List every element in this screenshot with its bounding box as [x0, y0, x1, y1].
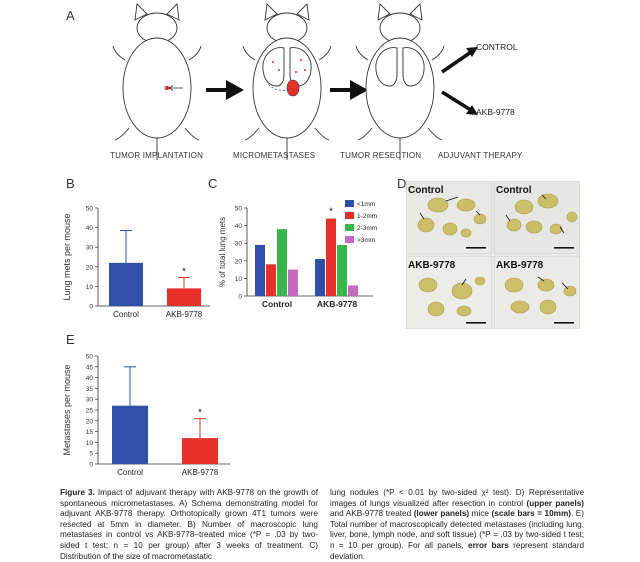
y-tick-label: 25	[85, 407, 93, 415]
legend-swatch	[345, 236, 354, 243]
arrow-right-icon	[330, 80, 368, 100]
significance-star: *	[329, 206, 333, 218]
legend-swatch	[345, 224, 354, 231]
bar	[288, 270, 298, 296]
y-tick-label: 40	[234, 223, 242, 231]
legend-label: 1-2mm	[357, 213, 378, 220]
caption-fragment: Figure 3.	[60, 488, 95, 497]
caption-fragment: Impact of adjuvant therapy with AKB-9778 on the growth of spontaneous micrometastases. A) Schema demonstrating model for adjuvant AKB-9778 therapy. Orthotopically grown 4T1 tumors were resected at 5mm in diameter. B) Number of macroscopic lung metastases in control vs AKB-9778–treated mice (*P = .03 by two-sided t test; n = 10 per group) after 3 weeks of treatment. C) Distribution of the size of macrometastatic	[60, 488, 319, 561]
panel-a-label: A	[66, 8, 75, 23]
bar	[167, 288, 201, 306]
y-tick-label: 15	[85, 429, 93, 437]
branch-control-label: CONTROL	[476, 42, 518, 52]
significance-star: *	[182, 266, 186, 278]
y-tick-label: 45	[85, 364, 93, 372]
bar	[255, 245, 265, 296]
panel-d-label: D	[397, 176, 407, 191]
step-label: TUMOR RESECTION	[340, 151, 422, 160]
bar	[266, 264, 276, 296]
y-tick-label: 20	[85, 264, 93, 272]
panel-a-schema	[0, 0, 640, 172]
photo-label: AKB-9778	[408, 260, 456, 271]
arrow-right-icon	[206, 80, 244, 100]
bar	[182, 438, 218, 464]
y-tick-label: 30	[234, 240, 242, 248]
caption-fragment: (lower panels)	[413, 509, 470, 519]
legend-label: 2-3mm	[357, 225, 378, 232]
photo-label: AKB-9778	[496, 260, 544, 271]
arrow-down-right-icon	[442, 92, 474, 112]
panel-e-label: E	[66, 332, 75, 347]
x-tick-label: Control	[261, 299, 293, 309]
y-tick-label: 40	[85, 225, 93, 233]
y-tick-label: 0	[89, 303, 93, 311]
significance-star: *	[198, 407, 202, 419]
bar	[112, 406, 148, 464]
arrow-up-right-icon	[442, 50, 474, 72]
bar	[326, 219, 336, 296]
caption-fragment: lung nodules (*P < 0.01 by two-sided χ² test). D) Representative images of lungs visualized after resection in control	[330, 488, 584, 508]
caption-fragment: (scale bars = 10mm)	[491, 509, 571, 519]
y-tick-label: 50	[85, 205, 93, 213]
step-label: MICROMETASTASES	[233, 151, 316, 160]
legend-label: <1mm	[357, 201, 376, 208]
chart-c	[215, 192, 395, 328]
y-tick-label: 10	[85, 283, 93, 291]
y-tick-label: 0	[238, 293, 242, 301]
y-tick-label: 30	[85, 244, 93, 252]
bar	[109, 263, 143, 306]
photo-label: Control	[408, 185, 444, 196]
bar	[337, 245, 347, 296]
bar	[277, 229, 287, 296]
y-axis-label: % of total lung mets	[218, 216, 227, 288]
chart-b	[60, 192, 220, 328]
mouse-implantation-icon	[113, 4, 201, 160]
y-tick-label: 0	[89, 461, 93, 469]
x-tick-label: AKB-9778	[181, 468, 219, 477]
y-tick-label: 10	[85, 439, 93, 447]
caption-fragment: (upper panels)	[526, 498, 584, 508]
step-label: ADJUVANT THERAPY	[438, 151, 523, 160]
legend-swatch	[345, 200, 354, 207]
chart-e	[60, 346, 240, 486]
y-tick-label: 50	[85, 353, 93, 361]
y-tick-label: 20	[85, 418, 93, 426]
x-tick-label: AKB-9778	[165, 310, 203, 319]
step-label: TUMOR IMPLANTATION	[110, 151, 204, 160]
photo-label: Control	[496, 185, 532, 196]
panel-d-photos	[406, 181, 580, 329]
mouse-resection-icon	[356, 4, 444, 160]
legend-swatch	[345, 212, 354, 219]
caption-fragment: . E) Total number of macroscopically detected metastases (including lung, liver, bone, lymph node, and soft tissue) (*P = .03 by two-sided t test; n = 10 per group). For all panels,	[330, 509, 584, 550]
bar	[315, 259, 325, 296]
mouse-micrometastases-icon	[243, 4, 331, 160]
caption-fragment: and AKB-9778 treated	[330, 509, 414, 519]
y-tick-label: 20	[234, 258, 242, 266]
x-tick-label: Control	[113, 310, 139, 319]
y-tick-label: 10	[234, 275, 242, 283]
x-tick-label: AKB-9778	[316, 299, 358, 309]
caption-fragment: represent standard deviation.	[330, 540, 584, 561]
y-tick-label: 35	[85, 385, 93, 393]
y-tick-label: 30	[85, 396, 93, 404]
y-axis-label: Lung mets per mouse	[62, 213, 72, 301]
x-tick-label: Control	[117, 468, 143, 477]
y-tick-label: 40	[85, 375, 93, 383]
caption-fragment: error bars	[468, 540, 509, 550]
y-tick-label: 5	[89, 450, 93, 458]
figure-caption-col2	[330, 488, 584, 562]
panel-c-label: C	[208, 176, 218, 191]
y-axis-label: Metastases per mouse	[62, 364, 72, 456]
bar	[348, 285, 358, 296]
panel-b-label: B	[66, 176, 75, 191]
figure-caption-col1	[60, 488, 318, 562]
legend-label: >3mm	[357, 237, 376, 244]
branch-akb-label: AKB-9778	[476, 107, 515, 117]
y-tick-label: 50	[234, 205, 242, 213]
caption-fragment: mice	[469, 509, 492, 519]
